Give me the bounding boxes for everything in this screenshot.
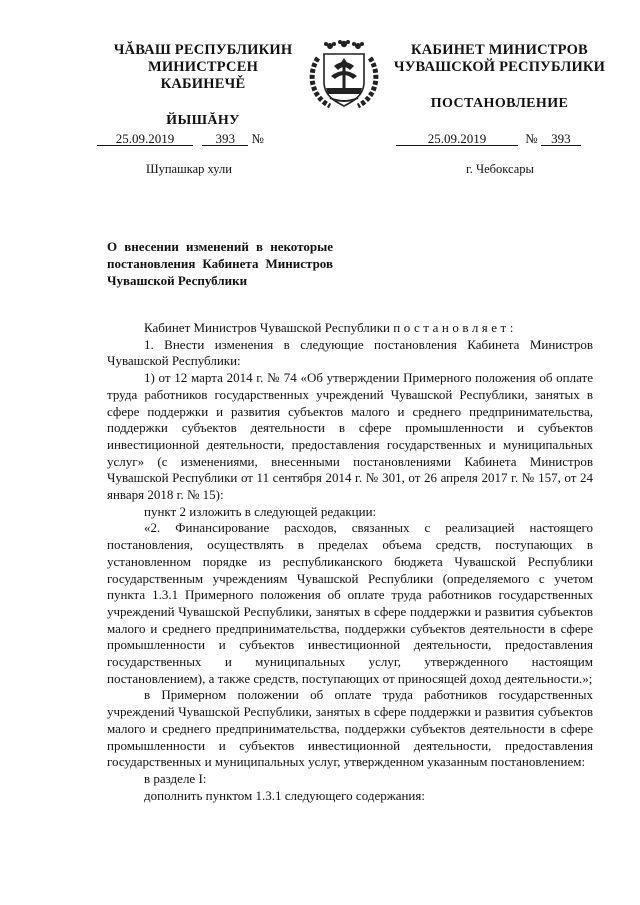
- registration-left-number: 393: [202, 132, 248, 146]
- registration-right-date: 25.09.2019: [396, 132, 518, 146]
- header-right: [392, 42, 607, 112]
- header-left-doc-kind: ЙЫШĂНУ: [166, 113, 240, 128]
- header-left: [108, 42, 298, 129]
- registration-left-number-sign: №: [251, 131, 264, 146]
- header-left-line2: МИНИСТРСЕН КАБИНЕЧĚ: [147, 59, 259, 92]
- header-left-line1: ЧĂВАШ РЕСПУБЛИКИН: [113, 42, 293, 58]
- paragraph-6: в разделе I:: [144, 770, 207, 786]
- paragraph-4: «2. Финансирование расходов, связанных с реализацией настоящего постановления, осуществлять в пределах объема средств, поступающих в установленном порядке из республиканского бюджета Чувашской Республики государственным учреждениям Чувашской Республики (определяемого с учетом пункта 1.3.1 Примерного положения об оплате труда работников государственных учреждений Чувашской Республики, занятых в сфере поддержки и развития субъектов малого и среднего предпринимательства, поддержки субъектов деятельности в сфере промышленности и субъектов инвестиционной деятельности, предоставления государственных и муниципальных услуг, утвержденного настоящим постановлением), а также средств, поступающих от приносящей доход деятельности.»;: [107, 520, 593, 686]
- paragraph-5: в Примерном положении об оплате труда работников государственных учреждений Чувашской Республики, занятых в сфере поддержки и развития субъектов малого и среднего предпринимательства, поддержки субъектов деятельности в сфере промышленности и субъектов инвестиционной деятельности, предоставления государственных и муниципальных услуг, утвержденном указанным постановлением:: [107, 687, 593, 770]
- intro-lead: Кабинет Министров Чувашской Республики: [144, 320, 390, 335]
- document-body: [107, 320, 593, 804]
- paragraph-3: пункт 2 изложить в следующей редакции:: [144, 503, 377, 519]
- registration-left-date: 25.09.2019: [97, 132, 193, 146]
- document-subject: О внесении изменений в некоторые постановления Кабинета Министров Чувашской Республики: [107, 239, 333, 288]
- registration-right: [396, 131, 581, 147]
- place-right: г. Чебоксары: [466, 162, 534, 176]
- intro-verb: постановляет:: [393, 320, 517, 335]
- paragraph-1: 1. Внести изменения в следующие постановления Кабинета Министров Чувашской Республики:: [107, 336, 593, 369]
- intro-paragraph: [107, 320, 593, 337]
- registration-left: [97, 131, 264, 147]
- registration-right-number-sign: №: [525, 131, 538, 146]
- chuvash-republic-coat-of-arms-icon: [304, 38, 384, 114]
- paragraph-7: дополнить пунктом 1.3.1 следующего содержания:: [144, 787, 425, 803]
- header-right-line2: ЧУВАШСКОЙ РЕСПУБЛИКИ: [393, 59, 606, 75]
- paragraph-2: 1) от 12 марта 2014 г. № 74 «Об утверждении Примерного положения об оплате труда работников государственных учреждений Чувашской Республики, занятых в сфере поддержки и развития субъектов малого и среднего предпринимательства, поддержки субъектов деятельности в сфере промышленности и субъектов инвестиционной деятельности, предоставления государственных и муниципальных услуг» (с изменениями, внесенными постановлениями Кабинета Министров Чувашской Республики от 11 сентября 2014 г. № 301, от 26 апреля 2017 г. № 157, от 24 января 2018 г. № 15):: [107, 370, 593, 503]
- registration-right-number: 393: [541, 132, 581, 146]
- header-right-line1: КАБИНЕТ МИНИСТРОВ: [411, 42, 588, 58]
- place-left: Шупашкар хули: [146, 162, 232, 176]
- header-right-doc-kind: ПОСТАНОВЛЕНИЕ: [430, 96, 569, 111]
